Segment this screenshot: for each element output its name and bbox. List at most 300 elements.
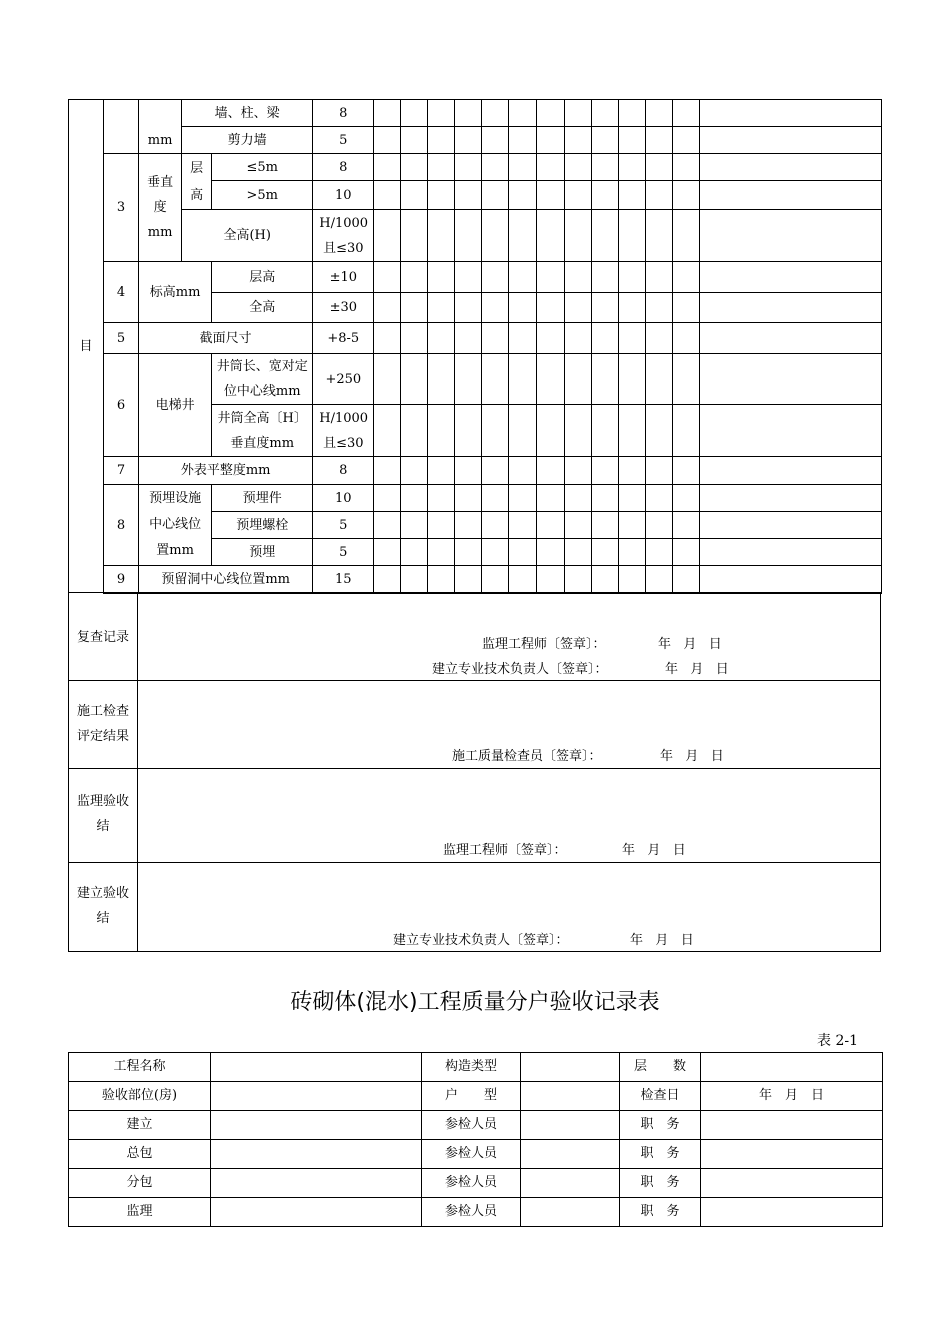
- field-value[interactable]: [211, 1111, 422, 1140]
- measurement-cell[interactable]: [591, 323, 618, 354]
- measurement-cell[interactable]: [645, 405, 672, 457]
- measurement-cell[interactable]: [401, 262, 428, 293]
- measurement-cell[interactable]: [401, 154, 428, 181]
- measurement-cell[interactable]: [564, 100, 591, 127]
- measurement-cell[interactable]: [645, 512, 672, 539]
- measurement-cell[interactable]: [536, 405, 564, 457]
- item-number: 6: [104, 354, 139, 457]
- measurement-cell[interactable]: [509, 512, 536, 539]
- field-label: 总包: [69, 1140, 211, 1169]
- measurement-cell[interactable]: [645, 485, 672, 512]
- measurement-cell[interactable]: [564, 457, 591, 485]
- measurement-cell[interactable]: [509, 100, 536, 127]
- measurement-cell[interactable]: [428, 100, 455, 127]
- measurement-cell[interactable]: [455, 154, 482, 181]
- table-number: 表 2-1: [817, 1033, 858, 1049]
- measurement-cell[interactable]: [618, 181, 645, 210]
- field-value[interactable]: [521, 1169, 620, 1198]
- measurement-cell[interactable]: [455, 293, 482, 323]
- measurement-cell[interactable]: [564, 181, 591, 210]
- measurement-cell[interactable]: [564, 127, 591, 154]
- tolerance-value: 8: [313, 457, 374, 485]
- sub-group: 层高: [182, 154, 212, 210]
- measurement-cell[interactable]: [455, 323, 482, 354]
- measurement-cell[interactable]: [509, 323, 536, 354]
- field-value[interactable]: [211, 1169, 422, 1198]
- measurement-cell[interactable]: [428, 127, 455, 154]
- measurement-cell[interactable]: [699, 262, 881, 293]
- field-label: 参检人员: [422, 1169, 521, 1198]
- info-row: [69, 1111, 883, 1140]
- measurement-cell[interactable]: [672, 210, 699, 262]
- measurement-cell[interactable]: [699, 512, 881, 539]
- measurement-cell[interactable]: [699, 457, 881, 485]
- measurement-cell[interactable]: [536, 262, 564, 293]
- measurement-cell[interactable]: [564, 323, 591, 354]
- measurement-cell[interactable]: [482, 566, 509, 594]
- measurement-cell[interactable]: [374, 293, 401, 323]
- measurement-cell[interactable]: [645, 457, 672, 485]
- field-value[interactable]: [521, 1198, 620, 1227]
- measurement-cell[interactable]: [401, 181, 428, 210]
- info-row: [69, 1053, 883, 1082]
- measurement-cell[interactable]: [618, 127, 645, 154]
- measurement-cell[interactable]: [618, 405, 645, 457]
- measurement-cell[interactable]: [699, 405, 881, 457]
- measurement-cell[interactable]: [591, 100, 618, 127]
- date-label: 年 月 日: [660, 749, 724, 764]
- measurement-cell[interactable]: [699, 293, 881, 323]
- measurement-cell[interactable]: [672, 154, 699, 181]
- measurement-cell[interactable]: [374, 405, 401, 457]
- measurement-cell[interactable]: [374, 210, 401, 262]
- measurement-cell[interactable]: [564, 485, 591, 512]
- measurement-cell[interactable]: [455, 210, 482, 262]
- field-value[interactable]: [521, 1140, 620, 1169]
- item-name: 垂直度mm: [139, 154, 182, 262]
- field-label: 分包: [69, 1169, 211, 1198]
- measurement-cell[interactable]: [428, 181, 455, 210]
- measurement-cell[interactable]: [482, 293, 509, 323]
- measurement-cell[interactable]: [672, 566, 699, 594]
- measurement-cell[interactable]: [509, 154, 536, 181]
- tech-lead-signature-label: 建立专业技术负责人〔签章〕：: [432, 662, 608, 677]
- measurement-cell[interactable]: [672, 539, 699, 566]
- measurement-cell[interactable]: [401, 485, 428, 512]
- tolerance-value: H/1000且≤30: [313, 405, 374, 457]
- construction-section: [68, 681, 881, 769]
- measurement-cell[interactable]: [482, 210, 509, 262]
- tolerance-value: 5: [313, 512, 374, 539]
- build-section: [68, 863, 881, 952]
- measurement-cell[interactable]: [591, 405, 618, 457]
- measurement-cell[interactable]: [564, 405, 591, 457]
- measurement-cell[interactable]: [455, 485, 482, 512]
- tech-lead-signature-label: 建立专业技术负责人〔签章〕：: [393, 933, 569, 948]
- sub-item: 层高: [212, 262, 313, 293]
- field-label: 参检人员: [422, 1140, 521, 1169]
- measurement-cell[interactable]: [618, 539, 645, 566]
- tolerance-value: 10: [313, 181, 374, 210]
- measurement-cell[interactable]: [564, 293, 591, 323]
- recheck-section: [68, 592, 881, 681]
- sub-item: ≤5m: [212, 154, 313, 181]
- construction-label: 施工检查评定结果: [69, 681, 138, 768]
- field-value[interactable]: [701, 1198, 883, 1227]
- measurement-cell[interactable]: [699, 323, 881, 354]
- field-label: 户 型: [422, 1082, 521, 1111]
- side-label: 目: [69, 100, 104, 594]
- tolerance-value: 8: [313, 154, 374, 181]
- measurement-cell[interactable]: [645, 154, 672, 181]
- measurement-cell[interactable]: [699, 100, 881, 127]
- measurement-cell[interactable]: [455, 262, 482, 293]
- measurement-cell[interactable]: [374, 100, 401, 127]
- field-label: 职 务: [620, 1140, 701, 1169]
- measurement-cell[interactable]: [374, 127, 401, 154]
- measurement-cell[interactable]: [374, 539, 401, 566]
- sub-item: >5m: [212, 181, 313, 210]
- field-value[interactable]: [521, 1053, 620, 1082]
- tolerance-value: ±10: [313, 262, 374, 293]
- measurement-cell[interactable]: [672, 323, 699, 354]
- measurement-cell[interactable]: [618, 512, 645, 539]
- measurement-cell[interactable]: [374, 512, 401, 539]
- build-label: 建立验收结: [69, 863, 138, 951]
- measurement-cell[interactable]: [672, 512, 699, 539]
- measurement-cell[interactable]: [672, 262, 699, 293]
- measurement-cell[interactable]: [428, 485, 455, 512]
- measurement-cell[interactable]: [401, 512, 428, 539]
- measurement-cell[interactable]: [536, 154, 564, 181]
- field-label: 建立: [69, 1111, 211, 1140]
- item-name: 外表平整度mm: [139, 457, 313, 485]
- measurement-cell[interactable]: [536, 127, 564, 154]
- measurement-cell[interactable]: [618, 485, 645, 512]
- tolerance-value: 8: [313, 100, 374, 127]
- measurement-cell[interactable]: [374, 154, 401, 181]
- tolerance-value: 5: [313, 127, 374, 154]
- measurement-cell[interactable]: [401, 566, 428, 594]
- measurement-cell[interactable]: [618, 154, 645, 181]
- tolerance-value: 10: [313, 485, 374, 512]
- measurement-cell[interactable]: [645, 100, 672, 127]
- measurement-cell[interactable]: [591, 539, 618, 566]
- field-label: 检查日: [620, 1082, 701, 1111]
- sub-item: 井筒长、宽对定位中心线mm: [212, 354, 313, 405]
- measurement-cell[interactable]: [509, 127, 536, 154]
- measurement-cell[interactable]: [374, 262, 401, 293]
- measurement-cell[interactable]: [672, 293, 699, 323]
- measurement-cell[interactable]: [618, 323, 645, 354]
- measurement-cell[interactable]: [699, 485, 881, 512]
- measurement-cell[interactable]: [591, 457, 618, 485]
- field-label: 参检人员: [422, 1111, 521, 1140]
- measurement-cell[interactable]: [428, 457, 455, 485]
- sub-item: 全高(H): [182, 210, 313, 262]
- measurement-cell[interactable]: [536, 181, 564, 210]
- measurement-cell[interactable]: [645, 181, 672, 210]
- measurement-cell[interactable]: [618, 100, 645, 127]
- measurement-cell[interactable]: [509, 485, 536, 512]
- measurement-cell[interactable]: [618, 354, 645, 405]
- measurement-cell[interactable]: [401, 405, 428, 457]
- measurement-cell[interactable]: [482, 262, 509, 293]
- measurement-cell[interactable]: [618, 293, 645, 323]
- measurement-cell[interactable]: [672, 405, 699, 457]
- measurement-cell[interactable]: [482, 539, 509, 566]
- tolerance-value: ±30: [313, 293, 374, 323]
- form-title: 砖砌体(混水)工程质量分户验收记录表: [290, 990, 660, 1015]
- supervision-section: [68, 769, 881, 863]
- date-label: 年 月 日: [665, 662, 729, 677]
- measurement-cell[interactable]: [591, 485, 618, 512]
- measurement-cell[interactable]: [618, 262, 645, 293]
- item-name: 截面尺寸: [139, 323, 313, 354]
- measurement-cell[interactable]: [374, 566, 401, 594]
- field-value[interactable]: [211, 1082, 422, 1111]
- measurement-cell[interactable]: [455, 539, 482, 566]
- measurement-cell[interactable]: [428, 210, 455, 262]
- measurement-cell[interactable]: [699, 181, 881, 210]
- sub-item: 预埋螺栓: [212, 512, 313, 539]
- measurement-cell[interactable]: [509, 210, 536, 262]
- inspection-items-table: [68, 99, 882, 594]
- measurement-cell[interactable]: [672, 354, 699, 405]
- measurement-cell[interactable]: [672, 100, 699, 127]
- tolerance-value: 5: [313, 539, 374, 566]
- measurement-cell[interactable]: [401, 210, 428, 262]
- measurement-cell[interactable]: [455, 405, 482, 457]
- field-value[interactable]: [701, 1169, 883, 1198]
- measurement-cell[interactable]: [699, 210, 881, 262]
- date-label: 年 月 日: [630, 933, 694, 948]
- measurement-cell[interactable]: [564, 539, 591, 566]
- field-label: 验收部位(房): [69, 1082, 211, 1111]
- tolerance-value: 15: [313, 566, 374, 594]
- measurement-cell[interactable]: [509, 539, 536, 566]
- info-row: [69, 1082, 883, 1111]
- measurement-cell[interactable]: [482, 154, 509, 181]
- measurement-cell[interactable]: [509, 457, 536, 485]
- measurement-cell[interactable]: [672, 457, 699, 485]
- measurement-cell[interactable]: [591, 127, 618, 154]
- measurement-cell[interactable]: [564, 154, 591, 181]
- measurement-cell[interactable]: [645, 293, 672, 323]
- measurement-cell[interactable]: [509, 354, 536, 405]
- field-value[interactable]: [211, 1053, 422, 1082]
- measurement-cell[interactable]: [401, 539, 428, 566]
- field-label: 职 务: [620, 1169, 701, 1198]
- item-number: 3: [104, 154, 139, 262]
- measurement-cell[interactable]: [401, 457, 428, 485]
- field-label: 层 数: [620, 1053, 701, 1082]
- measurement-cell[interactable]: [591, 354, 618, 405]
- supervision-label: 监理验收结: [69, 769, 138, 862]
- date-label: 年 月 日: [658, 637, 722, 652]
- field-value[interactable]: 年 月 日: [701, 1082, 883, 1111]
- measurement-cell[interactable]: [564, 354, 591, 405]
- measurement-cell[interactable]: [482, 457, 509, 485]
- sub-item: 墙、柱、梁: [182, 100, 313, 127]
- info-row: [69, 1140, 883, 1169]
- measurement-cell[interactable]: [591, 181, 618, 210]
- measurement-cell[interactable]: [374, 181, 401, 210]
- measurement-cell[interactable]: [428, 293, 455, 323]
- sub-item: 预埋: [212, 539, 313, 566]
- field-value[interactable]: [521, 1082, 620, 1111]
- measurement-cell[interactable]: [509, 293, 536, 323]
- measurement-cell[interactable]: [591, 262, 618, 293]
- measurement-cell[interactable]: [699, 566, 881, 594]
- measurement-cell[interactable]: [536, 457, 564, 485]
- measurement-cell[interactable]: [374, 485, 401, 512]
- measurement-cell[interactable]: [645, 210, 672, 262]
- item-name: 标高mm: [139, 262, 212, 323]
- measurement-cell[interactable]: [482, 323, 509, 354]
- field-value[interactable]: [521, 1111, 620, 1140]
- measurement-cell[interactable]: [509, 181, 536, 210]
- measurement-cell[interactable]: [699, 154, 881, 181]
- measurement-cell[interactable]: [401, 127, 428, 154]
- measurement-cell[interactable]: [591, 293, 618, 323]
- measurement-cell[interactable]: [428, 323, 455, 354]
- measurement-cell[interactable]: [455, 354, 482, 405]
- recheck-label: 复查记录: [69, 593, 138, 680]
- measurement-cell[interactable]: [455, 181, 482, 210]
- info-row: [69, 1169, 883, 1198]
- measurement-cell[interactable]: [455, 100, 482, 127]
- measurement-cell[interactable]: [482, 512, 509, 539]
- measurement-cell[interactable]: [618, 566, 645, 594]
- measurement-cell[interactable]: [374, 457, 401, 485]
- measurement-cell[interactable]: [455, 457, 482, 485]
- item-number: 5: [104, 323, 139, 354]
- header-info-table: [68, 1052, 883, 1227]
- measurement-cell[interactable]: [509, 405, 536, 457]
- measurement-cell[interactable]: [591, 154, 618, 181]
- field-value[interactable]: [211, 1198, 422, 1227]
- measurement-cell[interactable]: [645, 354, 672, 405]
- tolerance-value: +8-5: [313, 323, 374, 354]
- measurement-cell[interactable]: [455, 127, 482, 154]
- item-number: 8: [104, 485, 139, 566]
- supervisor-signature-label: 监理工程师〔签章〕：: [482, 637, 606, 652]
- measurement-cell[interactable]: [482, 100, 509, 127]
- measurement-cell[interactable]: [428, 262, 455, 293]
- measurement-cell[interactable]: [536, 354, 564, 405]
- item-number-empty: [104, 100, 139, 154]
- field-value[interactable]: [701, 1053, 883, 1082]
- date-label: 年 月 日: [622, 843, 686, 858]
- tolerance-value: +250: [313, 354, 374, 405]
- measurement-cell[interactable]: [428, 566, 455, 594]
- measurement-cell[interactable]: [401, 293, 428, 323]
- measurement-cell[interactable]: [645, 127, 672, 154]
- measurement-cell[interactable]: [591, 566, 618, 594]
- measurement-cell[interactable]: [428, 154, 455, 181]
- measurement-cell[interactable]: [536, 100, 564, 127]
- measurement-cell[interactable]: [536, 512, 564, 539]
- measurement-cell[interactable]: [401, 100, 428, 127]
- measurement-cell[interactable]: [699, 354, 881, 405]
- measurement-cell[interactable]: [564, 566, 591, 594]
- supervisor-signature-label: 监理工程师〔签章〕：: [443, 843, 567, 858]
- item-number: 9: [104, 566, 139, 594]
- measurement-cell[interactable]: [645, 539, 672, 566]
- measurement-cell[interactable]: [536, 566, 564, 594]
- measurement-cell[interactable]: [536, 210, 564, 262]
- measurement-cell[interactable]: [564, 512, 591, 539]
- measurement-cell[interactable]: [699, 127, 881, 154]
- item-unit: mm: [139, 100, 182, 154]
- measurement-cell[interactable]: [482, 127, 509, 154]
- field-label: 工程名称: [69, 1053, 211, 1082]
- field-value[interactable]: [211, 1140, 422, 1169]
- measurement-cell[interactable]: [428, 512, 455, 539]
- measurement-cell[interactable]: [509, 262, 536, 293]
- field-label: 参检人员: [422, 1198, 521, 1227]
- measurement-cell[interactable]: [482, 354, 509, 405]
- measurement-cell[interactable]: [591, 512, 618, 539]
- sub-item: 井筒全高〔H〕垂直度mm: [212, 405, 313, 457]
- field-label: 监理: [69, 1198, 211, 1227]
- field-label: 职 务: [620, 1198, 701, 1227]
- measurement-cell[interactable]: [401, 354, 428, 405]
- item-name: 预埋设施中心线位置mm: [139, 485, 212, 566]
- measurement-cell[interactable]: [374, 323, 401, 354]
- measurement-cell[interactable]: [672, 181, 699, 210]
- measurement-cell[interactable]: [618, 457, 645, 485]
- field-value[interactable]: [701, 1111, 883, 1140]
- field-value[interactable]: [701, 1140, 883, 1169]
- measurement-cell[interactable]: [482, 405, 509, 457]
- measurement-cell[interactable]: [645, 323, 672, 354]
- measurement-cell[interactable]: [482, 181, 509, 210]
- sub-item: 全高: [212, 293, 313, 323]
- measurement-cell[interactable]: [618, 210, 645, 262]
- measurement-cell[interactable]: [536, 485, 564, 512]
- sub-item: 预埋件: [212, 485, 313, 512]
- tolerance-value: H/1000且≤30: [313, 210, 374, 262]
- measurement-cell[interactable]: [428, 539, 455, 566]
- measurement-cell[interactable]: [536, 293, 564, 323]
- measurement-cell[interactable]: [509, 566, 536, 594]
- info-row: [69, 1198, 883, 1227]
- measurement-cell[interactable]: [536, 323, 564, 354]
- item-number: 7: [104, 457, 139, 485]
- measurement-cell[interactable]: [374, 354, 401, 405]
- measurement-cell[interactable]: [645, 262, 672, 293]
- measurement-cell[interactable]: [591, 210, 618, 262]
- measurement-cell[interactable]: [482, 485, 509, 512]
- measurement-cell[interactable]: [564, 262, 591, 293]
- measurement-cell[interactable]: [536, 539, 564, 566]
- measurement-cell[interactable]: [428, 354, 455, 405]
- measurement-cell[interactable]: [428, 405, 455, 457]
- measurement-cell[interactable]: [645, 566, 672, 594]
- sub-item: 剪力墙: [182, 127, 313, 154]
- measurement-cell[interactable]: [401, 323, 428, 354]
- measurement-cell[interactable]: [455, 566, 482, 594]
- measurement-cell[interactable]: [672, 127, 699, 154]
- inspector-signature-label: 施工质量检查员〔签章〕：: [452, 749, 602, 764]
- measurement-cell[interactable]: [672, 485, 699, 512]
- measurement-cell[interactable]: [455, 512, 482, 539]
- field-label: 职 务: [620, 1111, 701, 1140]
- measurement-cell[interactable]: [564, 210, 591, 262]
- measurement-cell[interactable]: [699, 539, 881, 566]
